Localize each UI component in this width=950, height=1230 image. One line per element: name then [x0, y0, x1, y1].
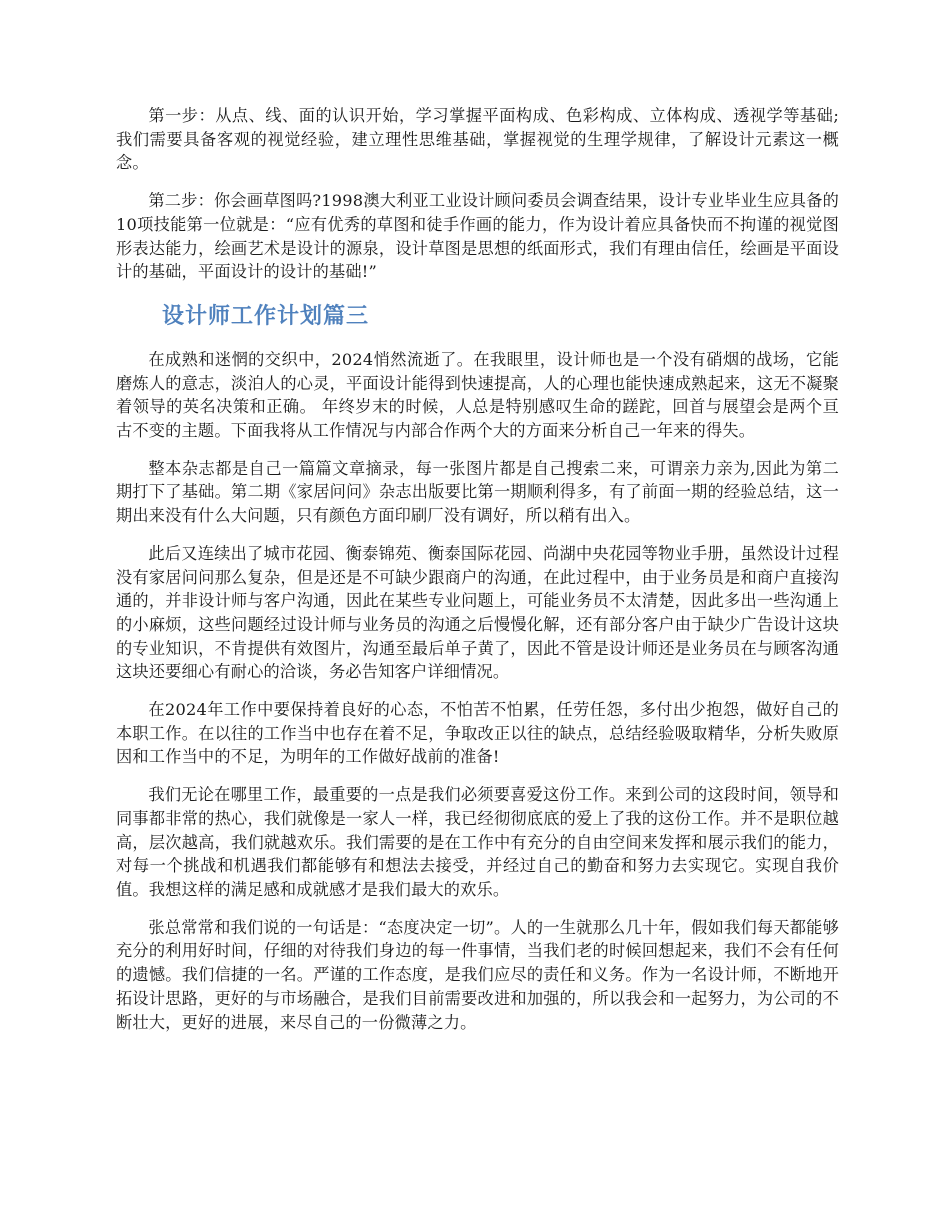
paragraph-step-one: 第一步：从点、线、面的认识开始，学习掌握平面构成、色彩构成、立体构成、透视学等基础;我们需要具备客观的视觉经验，建立理性思维基础，掌握视觉的生理学规律，了解设计元素这一概念。	[116, 106, 839, 173]
paragraph: 此后又连续出了城市花园、衡泰锦苑、衡泰国际花园、尚湖中央花园等物业手册，虽然设计过程没有家居问问那么复杂，但是还是不可缺少跟商户的沟通，在此过程中，由于业务员是和商户直接沟通的，并非设计师与客户沟通，因此在某些专业问题上，可能业务员不太清楚，因此多出一些沟通上的小麻烦，这些问题经过设计师与业务员的沟通之后慢慢化解，还有部分客户由于缺少广告设计这块的专业知识，不肯提供有效图片，沟通至最后单子黄了，因此不管是设计师还是业务员在与顾客沟通这块还要细心有耐心的洽谈，务必告知客户详细情况。	[116, 543, 839, 682]
paragraph: 我们无论在哪里工作，最重要的一点是我们必须要喜爱这份工作。来到公司的这段时间，领导和同事都非常的热心，我们就像是一家人一样，我已经彻彻底底的爱上了我的这份工作。并不是职位越高，层次越高，我们就越欢乐。我们需要的是在工作中有充分的自由空间来发挥和展示我们的能力，对每一个挑战和机遇我们都能够有和想法去接受，并经过自己的勤奋和努力去实现它。实现自我价值。我想这样的满足感和成就感才是我们最大的欢乐。	[116, 785, 839, 899]
section-title: 设计师工作计划篇三	[162, 303, 370, 329]
paragraph-step-two: 第二步：你会画草图吗?1998澳大利亚工业设计顾问委员会调查结果，设计专业毕业生应具备的10项技能第一位就是：“应有优秀的草图和徒手作画的能力，作为设计着应具备快而不拘谨的视觉图形表达能力，绘画艺术是设计的源泉，设计草图是思想的纸面形式，我们有理由信任，绘画是平面设计的基础，平面设计的设计的基础!”	[116, 191, 839, 282]
paragraph: 整本杂志都是自己一篇篇文章摘录，每一张图片都是自己搜索二来，可谓亲力亲为,因此为第二期打下了基础。第二期《家居问问》杂志出版要比第一期顺利得多，有了前面一期的经验总结，这一期出来没有什么大问题，只有颜色方面印刷厂没有调好，所以稍有出入。	[116, 458, 839, 526]
paragraph: 在成熟和迷惘的交织中，2024悄然流逝了。在我眼里，设计师也是一个没有硝烟的战场，它能磨炼人的意志，淡泊人的心灵，平面设计能得到快速提高，人的心理也能快速成熟起来，这无不凝聚着领导的英名决策和正确。 年终岁末的时候，人总是特别感叹生命的蹉跎，回首与展望会是两个亘古不变的主题。下面我将从工作情况与内部合作两个大的方面来分析自己一年来的得失。	[116, 349, 839, 441]
paragraph: 张总常常和我们说的一句话是：“态度决定一切”。人的一生就那么几十年，假如我们每天都能够充分的利用好时间，仔细的对待我们身边的每一件事情，当我们老的时候回想起来，我们不会有任何的遗憾。我们信捷的一名。严谨的工作态度，是我们应尽的责任和义务。作为一名设计师，不断地开拓设计思路，更好的与市场融合，是我们目前需要改进和加强的，所以我会和一起努力，为公司的不断壮大，更好的进展，来尽自己的一份微薄之力。	[116, 917, 839, 1032]
paragraph: 在2024年工作中要保持着良好的心态，不怕苦不怕累，任劳任怨，多付出少抱怨，做好自己的本职工作。在以往的工作当中也存在着不足，争取改正以往的缺点，总结经验吸取精华，分析失败原因和工作当中的不足，为明年的工作做好战前的准备!	[116, 700, 839, 767]
